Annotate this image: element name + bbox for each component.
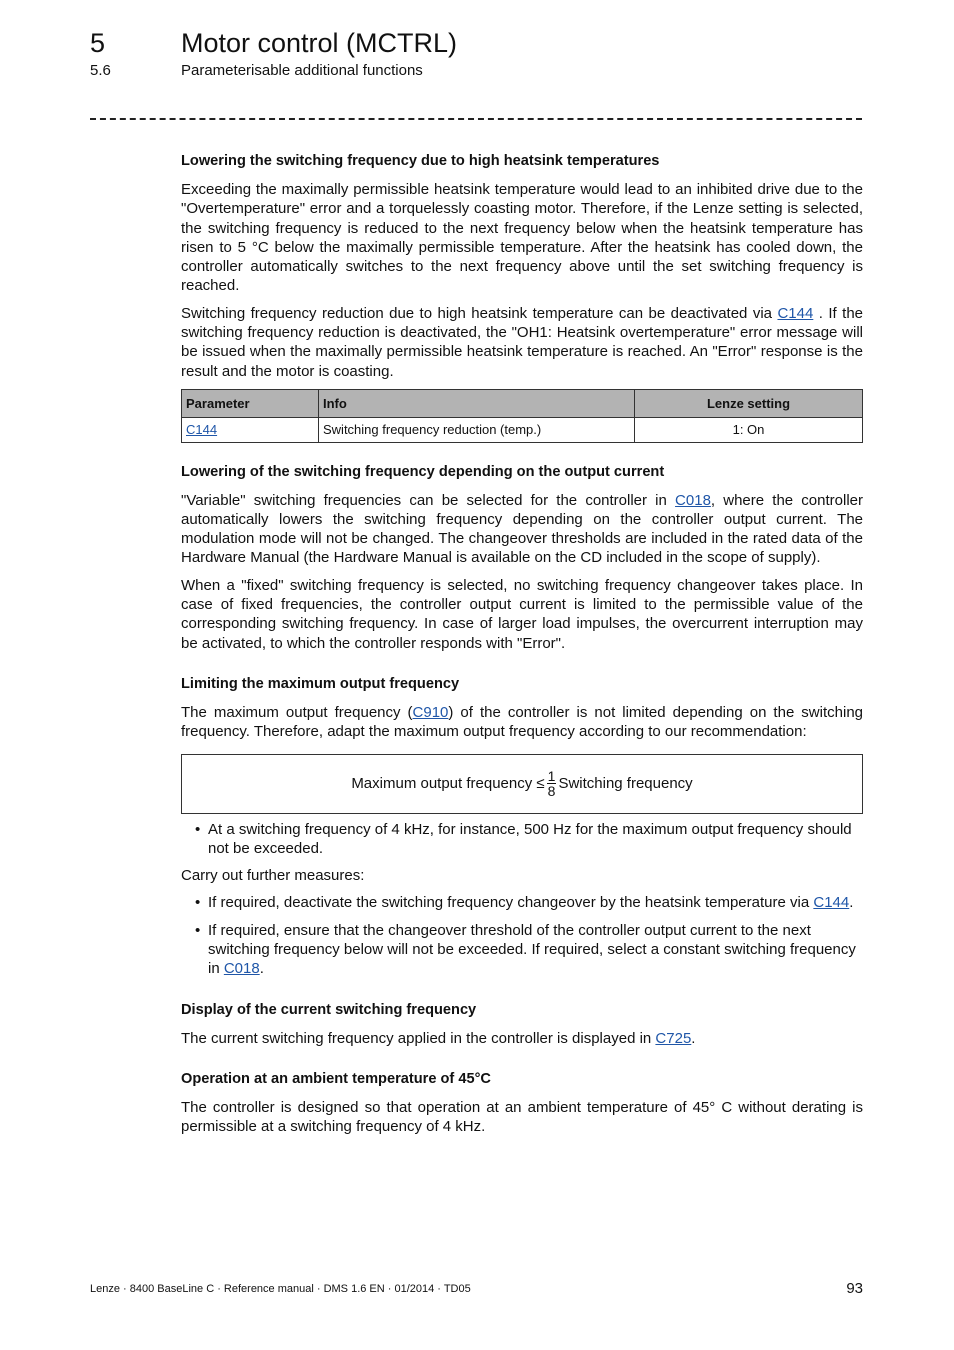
link-c725[interactable]: C725 [655, 1029, 692, 1047]
link-c910[interactable]: C910 [412, 703, 449, 721]
parameter-table [181, 389, 863, 443]
cell-lenze-setting: 1: On [635, 418, 863, 442]
heading-max-output-frequency: Limiting the maximum output frequency [181, 675, 460, 692]
bullet-icon: • [195, 894, 201, 912]
header-divider [90, 118, 862, 120]
table-row [182, 418, 863, 442]
link-c144-table[interactable]: C144 [186, 422, 218, 438]
paragraph-heatsink-2: Switching frequency reduction due to high heatsink temperature can be deactivated via C144 . If the switching frequency reduction is deactivated, the "OH1: Heatsink overtemperature" error message will be issued when the maximally permissible heatsink temperature is reached. An "Error" response is the result and the motor is coasting. [181, 304, 864, 380]
footer-document-info: Lenze · 8400 BaseLine C · Reference manual · DMS 1.6 EN · 01/2014 · TD05 [90, 1283, 471, 1295]
bullet-list-measures [181, 893, 863, 978]
bullet-icon: • [195, 921, 201, 939]
fraction-numerator: 1 [547, 768, 556, 785]
column-header-parameter: Parameter [182, 389, 319, 417]
link-c018-bullet[interactable]: C018 [223, 960, 260, 978]
heading-ambient-temperature: Operation at an ambient temperature of 45°C [181, 1070, 491, 1087]
paragraph-carry-out: Carry out further measures: [181, 867, 365, 885]
list-item: • If required, ensure that the changeover threshold of the controller output current to the next switching frequency below will not be exceeded. If required, select a constant switching frequency in C018. [195, 921, 856, 978]
chapter-title: Motor control (MCTRL) [181, 28, 458, 58]
paragraph-heatsink-1: Exceeding the maximally permissible heatsink temperature would lead to an inhibited drive due to the "Overtemperature" error and a torquelessly coasting motor. Therefore, if the Lenze setting is selected, the switching frequency is reduced to the next frequency below when the heatsink temperature has risen to 5 °C below the maximally permissible temperature. After the heatsink has cooled down, the controller automatically switches to the next frequency above until the set switching frequency is reached. [181, 181, 863, 295]
link-c144-bullet[interactable]: C144 [813, 894, 850, 912]
heading-heatsink: Lowering the switching frequency due to high heatsink temperatures [181, 153, 660, 169]
section-title: Parameterisable additional functions [181, 62, 423, 79]
chapter-number: 5 [90, 28, 106, 58]
link-c018[interactable]: C018 [675, 491, 711, 509]
bullet-icon: • [195, 820, 201, 838]
heading-output-current: Lowering of the switching frequency depending on the output current [181, 463, 665, 480]
link-c144[interactable]: C144 [777, 304, 814, 322]
page-content [181, 152, 863, 1145]
cell-info: Switching frequency reduction (temp.) [319, 418, 635, 442]
paragraph-fixed: When a "fixed" switching frequency is selected, no switching frequency changeover takes place. In case of fixed frequencies, the controller output current is limited to the permissible value of the corresponding switching frequency. In case of larger load impulses, the overcurrent interruption may be activated, to which the controller responds with "Error". [181, 576, 863, 652]
table-header-row [182, 389, 863, 417]
list-item: • At a switching frequency of 4 kHz, for instance, 500 Hz for the maximum output frequency should not be exceeded. [195, 820, 852, 857]
section-number: 5.6 [90, 62, 111, 79]
paragraph-ambient: The controller is designed so that operation at an ambient temperature of 45° C without derating is permissible at a switching frequency of 4 kHz. [181, 1098, 863, 1136]
page-number: 93 [846, 1280, 863, 1297]
heading-display-frequency: Display of the current switching frequency [181, 1001, 477, 1018]
paragraph-max-output: The maximum output frequency (C910) of the controller is not limited depending on the switching frequency. Therefore, adapt the maximum output frequency according to our recommendation: [181, 703, 864, 741]
bullet-list-example [181, 820, 863, 859]
list-item: • If required, deactivate the switching frequency changeover by the heatsink temperature via C144. [195, 894, 854, 912]
column-header-lenze-setting: Lenze setting [635, 389, 863, 417]
fraction-denominator: 8 [547, 783, 556, 800]
paragraph-display: The current switching frequency applied in the controller is displayed in C725. [181, 1029, 696, 1047]
formula-right: Switching frequency [558, 774, 693, 792]
formula-fraction [547, 769, 557, 798]
paragraph-variable: "Variable" switching frequencies can be selected for the controller in C018, where the controller automatically lowers the switching frequency depending on the controller output current. The modulation mode will not be changed. The changeover thresholds are included in the rated data of the Hardware Manual (the Hardware Manual is available on the CD included in the scope of supply). [181, 491, 863, 567]
formula-box [181, 754, 863, 814]
column-header-info: Info [319, 389, 635, 417]
formula-left: Maximum output frequency ≤ [351, 774, 545, 792]
